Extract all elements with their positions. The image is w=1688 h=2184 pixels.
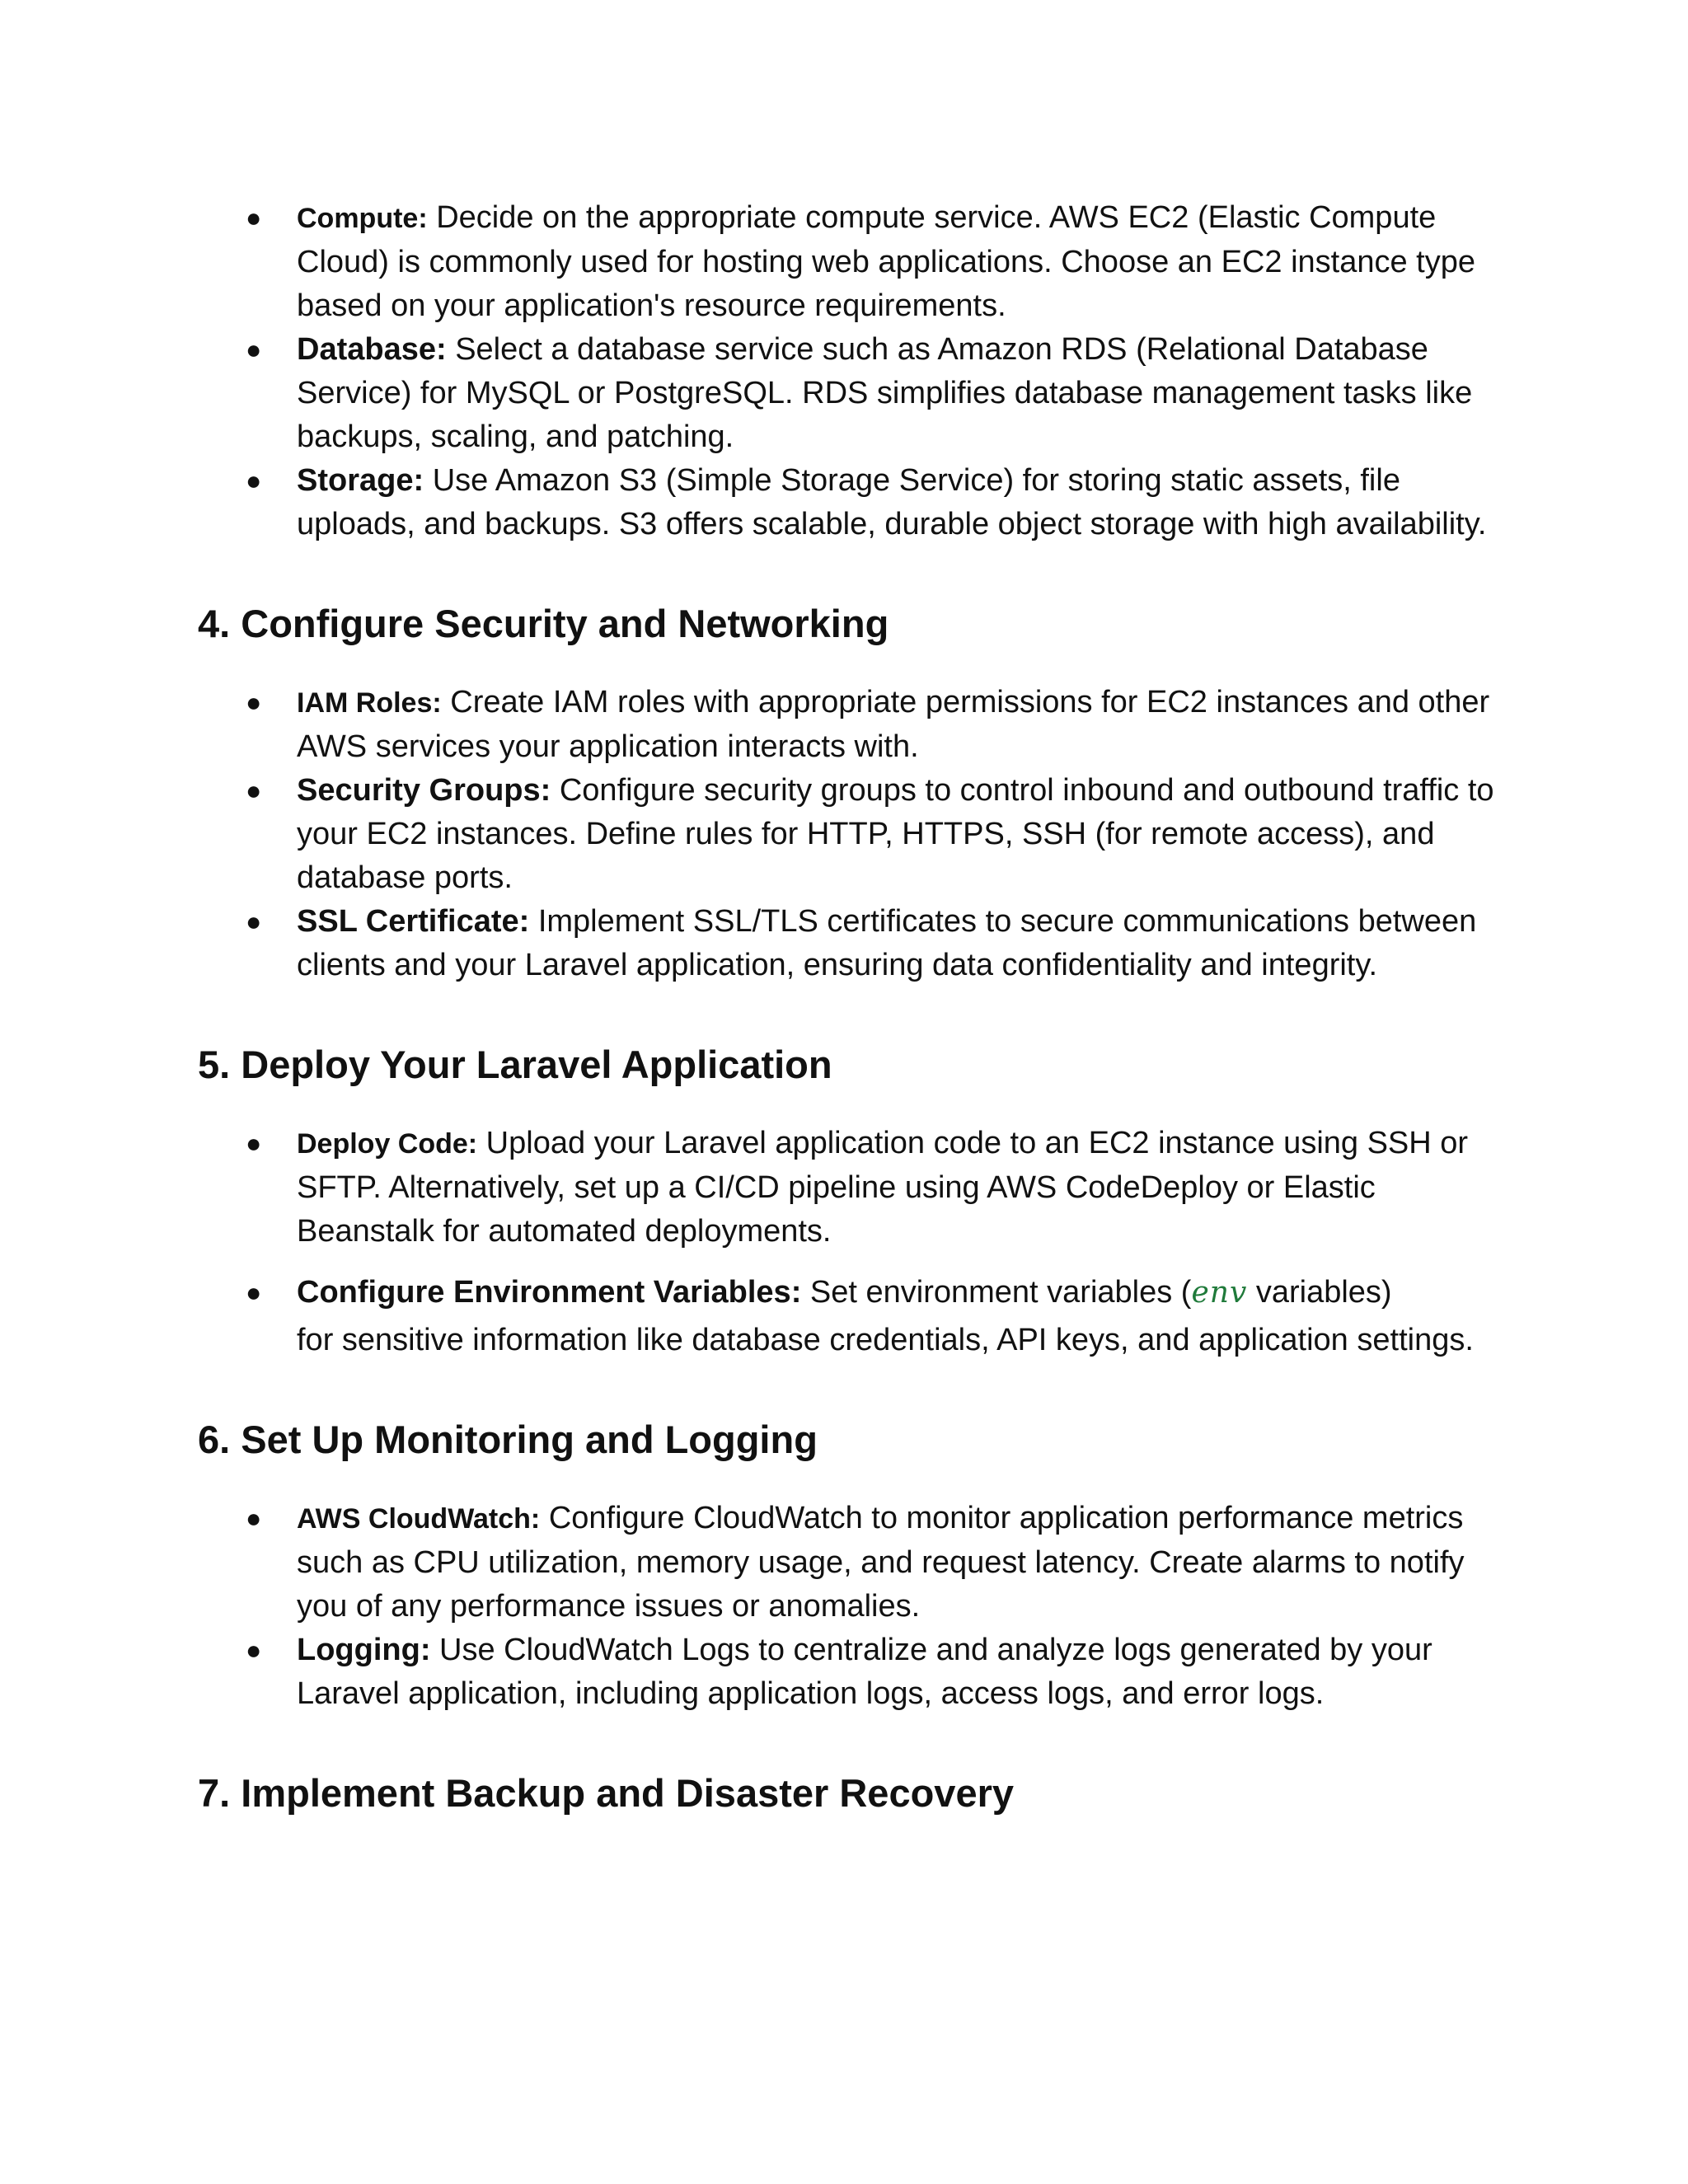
item-text: Configure CloudWatch to monitor application performance metrics such as CPU utilization, memory usage, and request latency. Create alarms to notify you of any performance issues or anomalies. <box>297 1501 1465 1624</box>
item-text: Use Amazon S3 (Simple Storage Service) for storing static assets, file uploads, and backups. S3 offers scalable, durable object storage with high availability. <box>297 463 1487 541</box>
item-text: Configure security groups to control inbound and outbound traffic to your EC2 instances. Define rules for HTTP, HTTPS, SSH (for remote access), and database ports. <box>297 773 1494 895</box>
item-text: Select a database service such as Amazon RDS (Relational Database Service) for MySQL or PostgreSQL. RDS simplifies database management tasks like backups, scaling, and patching. <box>297 332 1473 454</box>
item-text: Upload your Laravel application code to an EC2 instance using SSH or SFTP. Alternatively, set up a CI/CD pipeline using AWS CodeDeploy or Elastic Beanstalk for automated deployments. <box>297 1126 1469 1249</box>
item-label: SSL Certificate: <box>297 904 530 939</box>
section4-list <box>198 681 1517 987</box>
document-content <box>198 196 1517 1818</box>
list-item-security-groups <box>198 769 1517 900</box>
bullet-icon: ● <box>246 776 262 805</box>
item-label: Deploy Code: <box>297 1128 478 1160</box>
item-label: AWS CloudWatch: <box>297 1503 541 1535</box>
item-label: Configure Environment Variables: <box>297 1275 802 1310</box>
bullet-icon: ● <box>246 1128 262 1158</box>
section3-list <box>198 196 1517 546</box>
list-item-iam-roles <box>198 681 1517 769</box>
item-text: Use CloudWatch Logs to centralize and analyze logs generated by your Laravel application, including application logs, access logs, and error logs. <box>297 1633 1432 1711</box>
item-text: variables) <box>1247 1275 1392 1310</box>
item-text: Decide on the appropriate compute service. AWS EC2 (Elastic Compute Cloud) is commonly used for hosting web applications. Choose an EC2 instance type based on your application's resource requirements. <box>297 200 1475 323</box>
list-item-storage <box>198 459 1517 546</box>
bullet-icon: ● <box>246 335 262 364</box>
bullet-icon: ● <box>246 1503 262 1533</box>
item-label: IAM Roles: <box>297 687 442 719</box>
item-label: Logging: <box>297 1633 431 1667</box>
item-label: Compute: <box>297 203 428 234</box>
section-heading: 6. Set Up Monitoring and Logging <box>198 1418 818 1461</box>
section6-list <box>198 1497 1517 1716</box>
section5-list <box>198 1122 1517 1362</box>
item-label: Storage: <box>297 463 424 498</box>
bullet-icon: ● <box>246 907 262 936</box>
list-item-database <box>198 328 1517 459</box>
list-item-aws-cloudwatch <box>198 1497 1517 1629</box>
item-text: Implement SSL/TLS certificates to secure communications between clients and your Laravel application, ensuring data confidentiality and integrity. <box>297 904 1477 982</box>
item-label: Security Groups: <box>297 773 551 808</box>
bullet-icon: ● <box>246 1277 262 1307</box>
bullet-icon: ● <box>246 466 262 495</box>
item-text-continued: for sensitive information like database credentials, API keys, and application settings. <box>297 1323 1474 1357</box>
env-code-inline: env <box>1191 1276 1248 1310</box>
bullet-icon: ● <box>246 1635 262 1665</box>
item-label: Database: <box>297 332 447 367</box>
list-item-logging <box>198 1629 1517 1716</box>
section-heading: 4. Configure Security and Networking <box>198 602 889 645</box>
bullet-icon: ● <box>246 203 262 232</box>
item-text: Create IAM roles with appropriate permissions for EC2 instances and other AWS services your application interacts with. <box>297 685 1490 764</box>
bullet-icon: ● <box>246 687 262 717</box>
section-heading: 5. Deploy Your Laravel Application <box>198 1043 832 1086</box>
list-item-env-variables <box>198 1263 1517 1362</box>
list-item-deploy-code <box>198 1122 1517 1254</box>
item-text: Set environment variables ( <box>801 1275 1192 1310</box>
list-item-compute <box>198 196 1517 328</box>
env-line <box>297 1263 1517 1322</box>
section-heading: 7. Implement Backup and Disaster Recovery <box>198 1771 1015 1815</box>
list-item-ssl-certificate <box>198 900 1517 987</box>
